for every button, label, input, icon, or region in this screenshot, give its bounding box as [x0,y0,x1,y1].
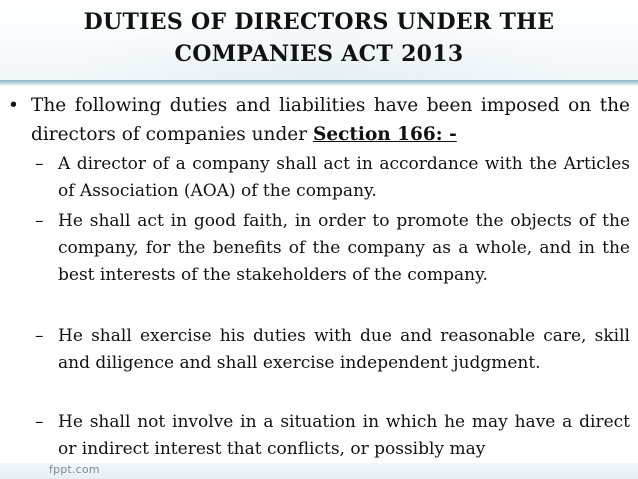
dash-marker: – [35,211,44,231]
bullet-text-body: The following duties and liabilities have been imposed on the directors of companies under [31,95,630,145]
sub-item [35,151,630,205]
sub-item-text: He shall act in good faith, in order to promote the objects of the company, for the benefits of the company as a whole, and in the best interests of the stakeholders of the company. [58,211,630,285]
main-bullet [8,91,630,149]
title-band [0,0,638,80]
sub-item [35,323,630,377]
sub-item-text: He shall exercise his duties with due and reasonable care, skill and diligence and shall exercise independent judgment. [58,326,630,373]
sub-item-text: A director of a company shall act in accordance with the Articles of Association (AOA) of the company. [58,154,630,201]
dash-marker: – [35,326,44,346]
title-line-1: DUTIES OF DIRECTORS UNDER THE [83,9,555,35]
dash-marker: – [35,154,44,174]
footer-logo: fppt.com [49,463,100,476]
sub-item [35,409,630,463]
section-reference: Section 166: - [312,124,457,145]
bullet-marker: • [8,95,19,116]
dash-marker: – [35,412,44,432]
bullet-text [31,91,630,149]
title-divider [0,80,638,86]
sub-item [35,208,630,289]
slide-title [40,6,598,70]
sub-item-text: He shall not involve in a situation in which he may have a direct or indirect interest that conflicts, or possibly may [58,412,630,459]
title-line-2: COMPANIES ACT 2013 [174,41,464,67]
